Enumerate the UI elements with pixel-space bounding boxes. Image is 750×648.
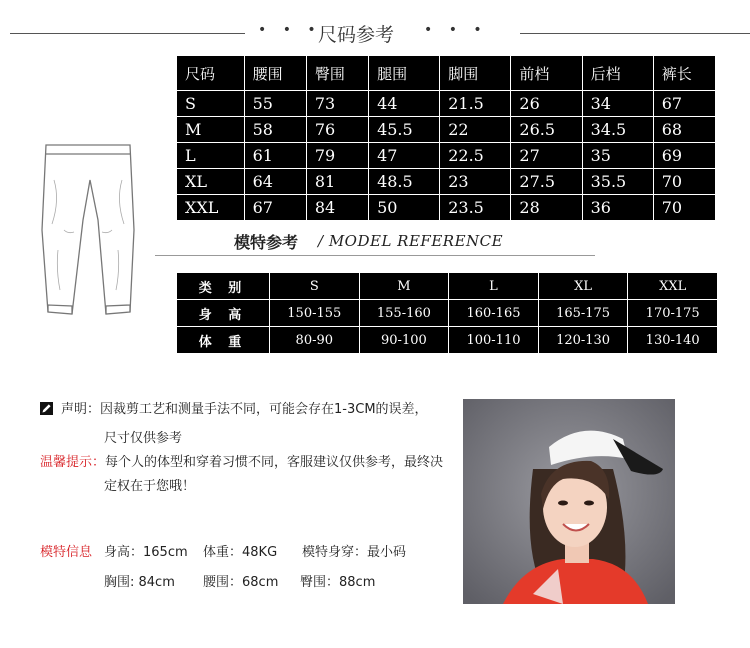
size-header-cell: 尺码 (177, 56, 245, 91)
pants-sketch-icon (38, 140, 138, 318)
header-rule-left (10, 33, 245, 34)
tip-line-1: 每个人的体型和穿着习惯不同，客服建议仅供参考，最终决 (105, 455, 444, 470)
size-cell: S (177, 91, 245, 117)
table-row (177, 327, 718, 354)
size-cell: 21.5 (440, 91, 511, 117)
table-row (177, 117, 716, 143)
size-cell: 23 (440, 169, 511, 195)
statement-line-1: 因裁剪工艺和测量手法不同，可能会存在1-3CM的误差， (100, 402, 428, 417)
model-cell: L (449, 273, 539, 300)
header-dots-left: • • • (258, 22, 322, 38)
size-cell: 27.5 (511, 169, 582, 195)
size-header-cell: 脚围 (440, 56, 511, 91)
model-cell: 100-110 (449, 327, 539, 354)
header-dots-right: • • • (424, 22, 488, 38)
model-weight: 体重：48KG (203, 545, 278, 560)
size-cell: 70 (653, 169, 715, 195)
size-cell: 73 (306, 91, 368, 117)
size-cell: 79 (306, 143, 368, 169)
model-hip: 臀围：88cm (300, 575, 376, 590)
model-cell: XL (538, 273, 628, 300)
model-cell: 160-165 (449, 300, 539, 327)
size-cell: 58 (244, 117, 306, 143)
model-cell: 170-175 (628, 300, 718, 327)
model-cell: XXL (628, 273, 718, 300)
statement-line-2: 尺寸仅供参考 (104, 431, 183, 446)
model-cell: M (359, 273, 449, 300)
size-cell: 34.5 (582, 117, 653, 143)
table-row (177, 91, 716, 117)
model-height: 身高：165cm (104, 545, 188, 560)
size-cell: 70 (653, 195, 715, 221)
size-cell: 69 (653, 143, 715, 169)
model-reference-subtitle: / MODEL REFERENCE (318, 232, 504, 250)
size-cell: 68 (653, 117, 715, 143)
model-cell: 120-130 (538, 327, 628, 354)
model-row-label: 体 重 (177, 327, 270, 354)
size-cell: L (177, 143, 245, 169)
model-cell: 130-140 (628, 327, 718, 354)
size-cell: 36 (582, 195, 653, 221)
size-cell: 64 (244, 169, 306, 195)
size-cell: M (177, 117, 245, 143)
size-cell: 48.5 (369, 169, 440, 195)
model-cell: 90-100 (359, 327, 449, 354)
size-cell: 27 (511, 143, 582, 169)
model-cell: 155-160 (359, 300, 449, 327)
pencil-icon (40, 402, 53, 415)
model-cell: S (270, 273, 360, 300)
size-cell: 35.5 (582, 169, 653, 195)
size-table-header-row (177, 56, 716, 91)
model-reference-divider (155, 255, 595, 256)
size-cell: 55 (244, 91, 306, 117)
model-cell: 165-175 (538, 300, 628, 327)
table-row (177, 143, 716, 169)
table-row (177, 169, 716, 195)
size-header-cell: 后档 (582, 56, 653, 91)
size-cell: 81 (306, 169, 368, 195)
size-cell: 26 (511, 91, 582, 117)
page-title: 尺码参考 (318, 24, 395, 46)
model-bust: 胸围: 84cm (104, 575, 175, 590)
model-row-label: 身 高 (177, 300, 270, 327)
size-header-cell: 臀围 (306, 56, 368, 91)
size-cell: XXL (177, 195, 245, 221)
model-reference-title: 模特参考 (234, 233, 299, 252)
size-table (176, 55, 716, 221)
size-cell: 45.5 (369, 117, 440, 143)
model-cell: 150-155 (270, 300, 360, 327)
size-header-cell: 前档 (511, 56, 582, 91)
model-photo (463, 399, 675, 604)
size-cell: 47 (369, 143, 440, 169)
statement-label: 声明： (61, 402, 101, 417)
header-rule-right (520, 33, 750, 34)
size-header-cell: 裤长 (653, 56, 715, 91)
size-cell: 84 (306, 195, 368, 221)
size-cell: 61 (244, 143, 306, 169)
size-cell: 76 (306, 117, 368, 143)
size-cell: 28 (511, 195, 582, 221)
size-cell: 26.5 (511, 117, 582, 143)
tip-label: 温馨提示： (40, 455, 106, 470)
size-cell: 44 (369, 91, 440, 117)
size-cell: 23.5 (440, 195, 511, 221)
model-table (176, 272, 718, 354)
model-portrait (463, 399, 675, 604)
model-info-label: 模特信息 (40, 545, 93, 560)
size-cell: 34 (582, 91, 653, 117)
size-cell: 67 (653, 91, 715, 117)
model-wears: 模特身穿：最小码 (302, 545, 407, 560)
table-row (177, 273, 718, 300)
table-row (177, 195, 716, 221)
tip-line-2: 定权在于您哦！ (104, 479, 196, 494)
model-cell: 80-90 (270, 327, 360, 354)
size-cell: 35 (582, 143, 653, 169)
table-row (177, 300, 718, 327)
tip-note (40, 450, 443, 476)
size-cell: 22 (440, 117, 511, 143)
size-cell: 67 (244, 195, 306, 221)
size-cell: XL (177, 169, 245, 195)
size-cell: 22.5 (440, 143, 511, 169)
size-header-cell: 腰围 (244, 56, 306, 91)
model-row-label: 类 别 (177, 273, 270, 300)
statement-note (40, 397, 428, 423)
model-waist: 腰围：68cm (203, 575, 279, 590)
size-header-cell: 腿围 (369, 56, 440, 91)
size-cell: 50 (369, 195, 440, 221)
